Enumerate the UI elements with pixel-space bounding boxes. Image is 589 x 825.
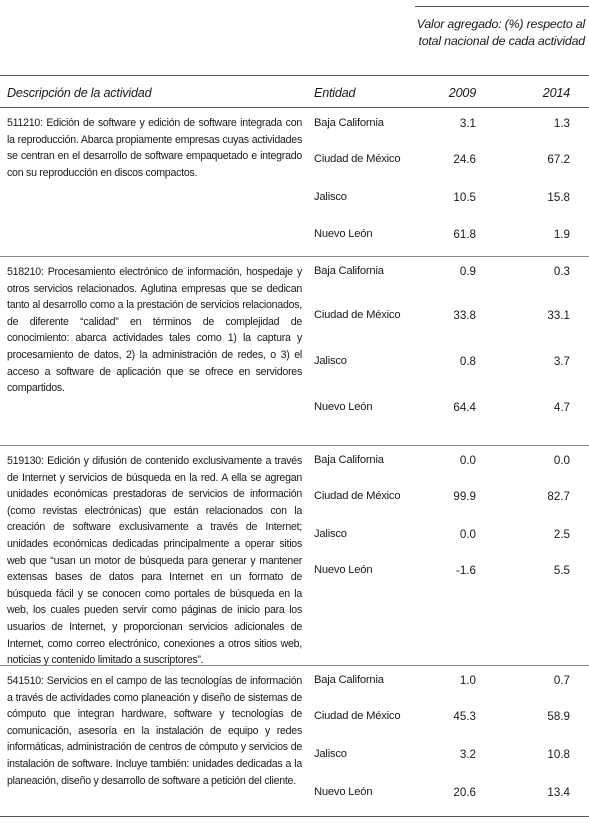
row-entidad: Jalisco	[314, 355, 347, 367]
activity-block	[0, 666, 589, 814]
row-value-2009: -1.6	[456, 564, 476, 577]
row-value-2009: 0.0	[459, 528, 476, 541]
column-header-description: Descripción de la actividad	[7, 86, 152, 100]
row-value-2009: 1.0	[459, 674, 476, 687]
row-value-2014: 82.7	[547, 490, 570, 503]
row-entidad: Baja California	[314, 265, 384, 277]
activity-block	[0, 108, 589, 256]
row-value-2014: 1.9	[553, 228, 570, 241]
header-rule	[0, 75, 589, 76]
column-group-title: Valor agregado: (%) respecto al total nacional de cada actividad	[416, 17, 585, 48]
row-value-2014: 4.7	[553, 401, 570, 414]
row-value-2009: 24.6	[453, 153, 476, 166]
row-entidad: Jalisco	[314, 748, 347, 760]
row-value-2014: 0.0	[553, 454, 570, 467]
row-entidad: Jalisco	[314, 528, 347, 540]
activity-description: 541510: Servicios en el campo de las tecnologías de información a través de actividades como planeación y diseño de sistemas de cómputo que integran hardware, software y tecnologías de comunicación, asesoría en la instalación de equipo y redes informáticas, administración de centros de cómputo y servicios de instalación de software. Incluye también: unidades dedicadas a la planeación, diseño y desarrollo de software a petición del cliente.	[7, 675, 302, 787]
column-header-2014: 2014	[542, 86, 570, 100]
row-entidad: Ciudad de México	[314, 153, 401, 165]
row-value-2014: 1.3	[553, 117, 570, 130]
row-value-2009: 10.5	[453, 191, 476, 204]
row-value-2009: 45.3	[453, 710, 476, 723]
row-value-2014: 0.3	[553, 265, 570, 278]
row-value-2014: 58.9	[547, 710, 570, 723]
row-value-2009: 99.9	[453, 490, 476, 503]
row-value-2014: 10.8	[547, 748, 570, 761]
row-value-2014: 67.2	[547, 153, 570, 166]
row-value-2009: 0.0	[459, 454, 476, 467]
row-value-2014: 0.7	[553, 674, 570, 687]
row-value-2009: 0.8	[459, 355, 476, 368]
row-value-2009: 20.6	[453, 786, 476, 799]
row-entidad: Baja California	[314, 454, 384, 466]
header-top-rule	[415, 6, 589, 7]
row-value-2014: 33.1	[547, 309, 570, 322]
row-entidad: Baja California	[314, 117, 384, 129]
column-header-2009: 2009	[448, 86, 476, 100]
activity-description: 519130: Edición y difusión de contenido exclusivamente a través de Internet y servicios de búsqueda en la red. A ella se agregan unidades económicas prestadoras de servicios de información (como revistas electrónicas) que están relacionados con la creación de software exclusivamente a través de Internet; unidades económicas dedicadas principalmente a operar sitios web que “usan un motor de búsqueda para generar y mantener extensas bases de datos para Internet en un formato de búsqueda fácil y se conocen como portales de búsqueda en la web, los cuales pueden servir como páginas de inicio para los usuarios de Internet, y proporcionan servicios adicionales de Internet, como correo electrónico, conexiones a otros sitios web, noticias y contenido limitado a suscriptores”.	[7, 455, 302, 667]
activity-block	[0, 257, 589, 445]
row-value-2014: 13.4	[547, 786, 570, 799]
row-value-2014: 5.5	[553, 564, 570, 577]
row-entidad: Ciudad de México	[314, 309, 401, 321]
activity-block	[0, 446, 589, 665]
row-value-2009: 0.9	[459, 265, 476, 278]
table-bottom-rule	[0, 816, 589, 817]
row-value-2009: 3.2	[459, 748, 476, 761]
row-value-2014: 15.8	[547, 191, 570, 204]
row-entidad: Jalisco	[314, 191, 347, 203]
row-entidad: Baja California	[314, 674, 384, 686]
row-value-2014: 2.5	[553, 528, 570, 541]
row-entidad: Ciudad de México	[314, 710, 401, 722]
row-entidad: Nuevo León	[314, 401, 373, 413]
row-value-2009: 33.8	[453, 309, 476, 322]
row-entidad: Ciudad de México	[314, 490, 401, 502]
row-value-2014: 3.7	[553, 355, 570, 368]
row-value-2009: 64.4	[453, 401, 476, 414]
column-header-entidad: Entidad	[314, 86, 356, 100]
row-entidad: Nuevo León	[314, 786, 373, 798]
activity-description: 518210: Procesamiento electrónico de información, hospedaje y otros servicios relacionados. Aglutina empresas que se dedican tanto al desarrollo como a la prestación de servicios relacionados, de diferente “calidad” en términos de complejidad de conocimiento: abarca actividades tales como 1) la captura y procesamiento de datos, 2) la administración de redes, o 3) el acceso a software de aplicación que se ofrece en servidores compartidos.	[7, 266, 302, 395]
row-value-2009: 3.1	[459, 117, 476, 130]
activity-description: 511210: Edición de software y edición de software integrada con la reproducción. Abarca propiamente empresas cuyas actividades se centran en el desarrollo de software empaquetado e integrado con su reproducción en discos compactos.	[7, 117, 302, 179]
row-entidad: Nuevo León	[314, 228, 373, 240]
row-value-2009: 61.8	[453, 228, 476, 241]
row-entidad: Nuevo León	[314, 564, 373, 576]
